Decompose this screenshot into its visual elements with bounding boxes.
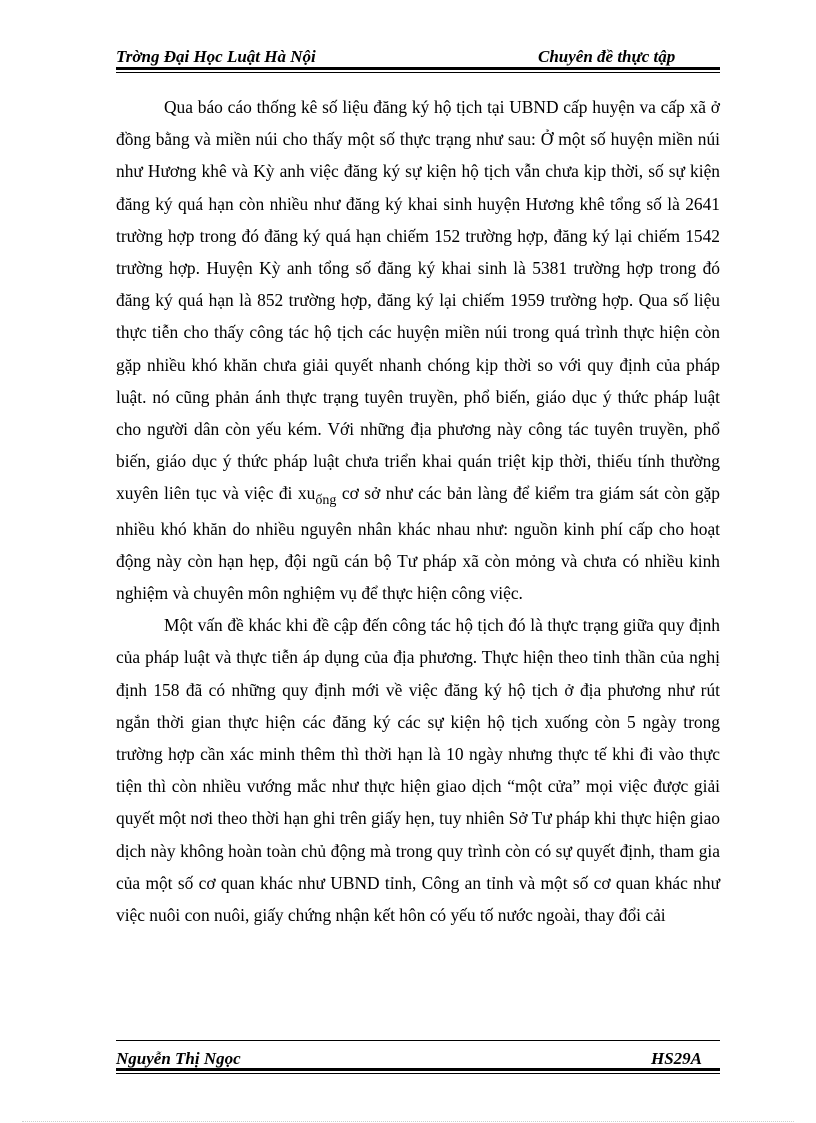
footer-rule-top: [116, 1040, 720, 1041]
paragraph-1-subscript-fragment: ống: [315, 493, 337, 509]
header-rule: [116, 67, 720, 70]
footer-rule: [116, 1068, 720, 1071]
body-text: [116, 91, 720, 931]
header-rule-thin: [116, 72, 720, 73]
header-institution: Trờng Đại Học Luật Hà Nội: [116, 47, 316, 66]
footer-author: Nguyễn Thị Ngọc: [116, 1049, 241, 1068]
paragraph-1-text-b: cơ sở như các bản làng để kiểm tra giám sát còn gặp nhiều khó khăn do nhiều nguyên nhân khác nhau như: nguồn kinh phí cấp cho hoạt động này còn hạn hẹp, đội ngũ cán bộ Tư pháp xã còn mỏng và chưa có nhiều kinh nghiệm và chuyên môn nghiệm vụ để thực hiện công việc.: [116, 483, 720, 604]
paragraph-1: [116, 91, 720, 609]
page-header: [116, 47, 720, 69]
paragraph-2: Một vấn đề khác khi đề cập đến công tác hộ tịch đó là thực trạng giữa quy định của pháp luật và thực tiễn áp dụng của địa phương. Thực hiện theo tinh thần của nghị định 158 đã có những quy định mới về việc đăng ký hộ tịch ở địa phương như rút ngắn thời gian thực hiện các đăng ký các sự kiện hộ tịch xuống còn 5 ngày trong trường hợp cần xác minh thêm thì thời hạn là 10 ngày nhưng thực tế khi đi vào thực tiện thì còn nhiều vướng mắc như thực hiện giao dịch “một cửa” mọi việc được giải quyết một nơi theo thời hạn ghi trên giấy hẹn, tuy nhiên Sở Tư pháp khi thực hiện giao dịch này không hoàn toàn chủ động mà trong quy trình còn có sự quyết định, tham gia của một số cơ quan khác như UBND tỉnh, Công an tỉnh và một số cơ quan khác như việc nuôi con nuôi, giấy chứng nhận kết hôn có yếu tố nước ngoài, thay đổi cải: [116, 615, 720, 926]
footer-class-code: HS29A: [650, 1049, 702, 1068]
page-edge-divider: [22, 1121, 794, 1122]
footer-rule-thin: [116, 1073, 720, 1074]
header-topic: Chuyên đề thực tập: [538, 47, 676, 66]
paragraph-1-text-a: Qua báo cáo thống kê số liệu đăng ký hộ tịch tại UBND cấp huyện va cấp xã ở đồng bằng và miền núi cho thấy một số thực trạng như sau: Ở một số huyện miền núi như Hương khê và Kỳ anh việc đăng ký sự kiện hộ tịch vẫn chưa kịp thời, số sự kiện đăng ký quá hạn còn nhiều như đăng ký khai sinh huyện Hương khê tổng số là 2641 trường hợp trong đó đăng ký quá hạn chiếm 152 trường hợp, đăng ký lại chiếm 1542 trường hợp. Huyện Kỳ anh tổng số đăng ký khai sinh là 5381 trường hợp trong đó đăng ký quá hạn là 852 trường hợp, đăng ký lại chiếm 1959 trường hợp. Qua số liệu thực tiễn cho thấy công tác hộ tịch các huyện miền núi trong quá trình thực hiện còn gặp nhiều khó khăn chưa giải quyết nhanh chóng kịp thời so với quy định của pháp luật. nó cũng phản ánh thực trạng tuyên truyền, phổ biến, giáo dục ý thức pháp luật cho người dân còn yếu kém. Với những địa phương này công tác tuyên truyền, phổ biến, giáo dục ý thức pháp luật chưa triển khai quán triệt kịp thời, thiếu tính thường xuyên liên tục và việc đi xu: [116, 97, 720, 504]
